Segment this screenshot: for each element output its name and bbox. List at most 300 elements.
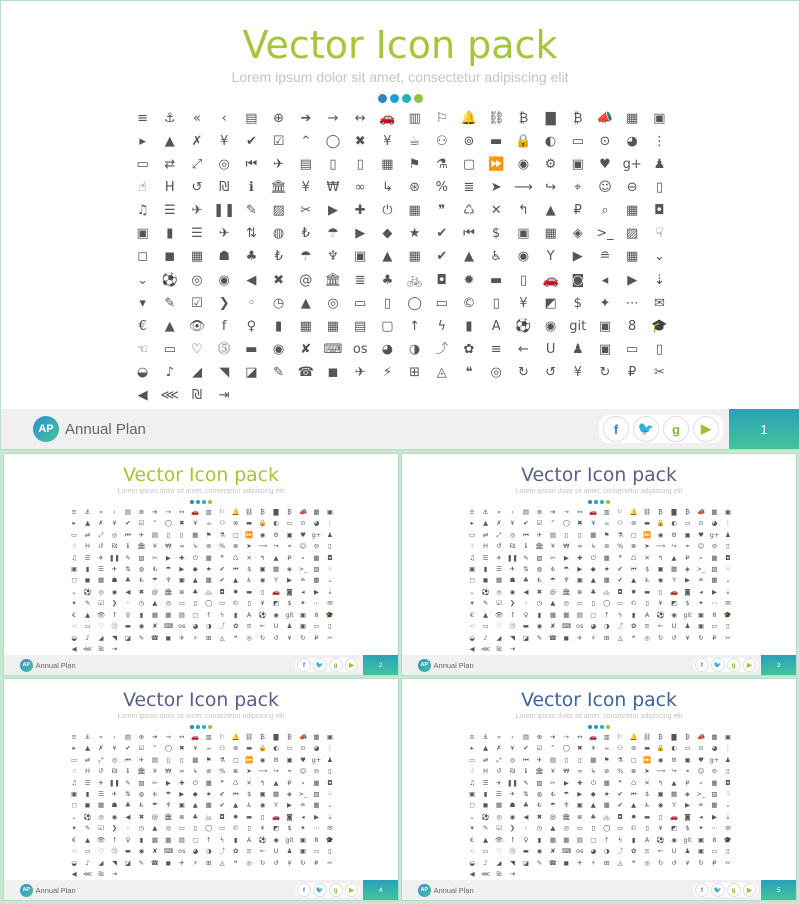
vector-icon — [70, 836, 78, 844]
icon-glyph: ⌄ — [71, 587, 77, 596]
icon-glyph: ⌄ — [725, 576, 731, 585]
icon-glyph: ⚇ — [617, 744, 624, 753]
icon-glyph: os — [576, 847, 584, 856]
vector-icon — [205, 790, 213, 798]
icon-glyph: ⇥ — [111, 870, 118, 879]
facebook-icon[interactable]: f — [603, 416, 629, 442]
vector-icon — [272, 588, 280, 596]
vector-icon — [124, 802, 132, 810]
icon-glyph: Y — [672, 801, 676, 810]
icon-glyph: ⏮ — [232, 565, 239, 574]
icon-glyph: ❞ — [220, 778, 224, 787]
youtube-icon[interactable]: ▶ — [743, 883, 757, 897]
icon-glyph: ⓹ — [509, 847, 516, 856]
vector-icon — [549, 645, 557, 653]
icon-glyph: ⌖ — [685, 767, 690, 776]
vector-icon — [245, 520, 253, 528]
icon-glyph: ✈ — [98, 553, 104, 562]
icon-glyph: ⇄ — [84, 530, 91, 539]
vector-icon — [468, 542, 476, 550]
vector-icon — [299, 600, 307, 608]
google-plus-icon[interactable]: g — [663, 416, 689, 442]
icon-glyph: ¥ — [193, 519, 198, 528]
vector-icon — [232, 508, 240, 516]
vector-icon — [232, 733, 240, 741]
vector-icon — [616, 588, 624, 596]
icon-glyph: ☂ — [165, 565, 172, 574]
vector-icon — [710, 542, 718, 550]
vector-icon — [509, 520, 517, 528]
vector-icon — [657, 600, 665, 608]
twitter-icon[interactable]: 🐦 — [633, 416, 659, 442]
icon-glyph: ♣ — [523, 576, 529, 585]
icon-glyph: ♟ — [286, 847, 293, 856]
icon-glyph: git — [683, 835, 692, 844]
vector-icon — [259, 565, 267, 573]
vector-icon — [326, 508, 334, 516]
vector-icon — [468, 813, 476, 821]
vector-icon — [522, 634, 530, 642]
vector-icon — [684, 588, 692, 596]
vector-icon — [205, 767, 213, 775]
vector-icon — [259, 554, 267, 562]
vector-icon — [670, 859, 678, 867]
vector-icon — [522, 790, 530, 798]
vector-icon — [630, 813, 638, 821]
google-plus-icon[interactable]: g — [329, 883, 343, 897]
vector-icon — [84, 813, 92, 821]
dot-3 — [202, 500, 206, 504]
vector-icon — [589, 565, 597, 573]
twitter-icon[interactable]: 🐦 — [711, 883, 725, 897]
icon-glyph: ◒ — [469, 633, 475, 642]
vector-icon — [218, 554, 226, 562]
icon-glyph: ¥ — [287, 858, 292, 867]
vector-icon — [97, 825, 105, 833]
icon-glyph: ▲ — [273, 553, 279, 562]
vector-icon — [272, 790, 280, 798]
icon-glyph: ▦ — [272, 790, 280, 799]
vector-icon — [549, 622, 557, 630]
slide-thumbnail-2[interactable] — [3, 453, 399, 676]
slide-thumbnail-3[interactable] — [401, 453, 797, 676]
icon-glyph: ◼ — [327, 364, 339, 380]
icon-glyph: $ — [247, 565, 252, 574]
icon-glyph: ✚ — [179, 553, 185, 562]
icon-glyph: ¥ — [112, 519, 117, 528]
icon-glyph: ✗ — [98, 519, 104, 528]
icon-glyph: ⌨ — [323, 341, 343, 357]
icon-glyph: ◉ — [138, 622, 145, 631]
slide-thumbnail-1[interactable] — [0, 0, 800, 450]
icon-glyph: ❚❚ — [109, 553, 120, 562]
vector-icon — [164, 745, 172, 753]
icon-glyph: ≡ — [246, 847, 252, 856]
vector-icon — [298, 203, 314, 219]
vector-icon — [325, 387, 341, 403]
vector-icon — [191, 634, 199, 642]
google-plus-icon[interactable]: g — [727, 883, 741, 897]
icon-glyph: ▯ — [247, 824, 251, 833]
icon-glyph: ◩ — [272, 824, 280, 833]
icon-glyph: ◑ — [603, 847, 610, 856]
icon-glyph: ◂ — [601, 272, 609, 288]
icon-glyph: @ — [151, 812, 159, 821]
vector-icon — [630, 825, 638, 833]
vector-icon — [312, 611, 320, 619]
icon-glyph: ◷ — [138, 824, 145, 833]
icon-glyph: ♀ — [523, 610, 529, 619]
vector-icon — [616, 600, 624, 608]
icon-glyph: ⏻ — [192, 778, 198, 787]
vector-icon — [670, 813, 678, 821]
icon-glyph: ⇄ — [482, 755, 489, 764]
icon-glyph: ♺ — [232, 778, 239, 787]
icon-glyph: >_ — [696, 565, 706, 574]
vector-icon — [245, 733, 253, 741]
icon-glyph: ✘ — [550, 622, 556, 631]
vector-icon — [379, 272, 395, 288]
icon-glyph: ♺ — [630, 553, 637, 562]
vector-icon — [178, 508, 186, 516]
vector-icon — [684, 802, 692, 810]
google-plus-icon[interactable]: g — [329, 658, 343, 672]
icon-glyph: ⓹ — [217, 341, 231, 357]
vector-icon — [482, 870, 490, 878]
icon-glyph: ▯ — [726, 767, 730, 776]
facebook-icon[interactable]: f — [695, 883, 709, 897]
vector-icon — [576, 531, 584, 539]
vector-icon — [70, 756, 78, 764]
vector-icon — [482, 767, 490, 775]
vector-icon — [616, 813, 624, 821]
icon-glyph: ◯ — [603, 599, 611, 608]
icon-glyph: ⚓ — [482, 507, 489, 516]
icon-glyph: ◑ — [205, 622, 212, 631]
vector-icon — [697, 554, 705, 562]
vector-icon — [651, 226, 667, 242]
vector-icon — [259, 600, 267, 608]
icon-glyph: ▭ — [469, 755, 476, 764]
icon-glyph: ◈ — [287, 790, 292, 799]
vector-icon — [549, 554, 557, 562]
vector-icon — [657, 802, 665, 810]
slide-thumbnail-5[interactable] — [401, 678, 797, 901]
icon-glyph: ◉ — [509, 587, 516, 596]
google-plus-icon[interactable]: g — [727, 658, 741, 672]
vector-icon — [325, 318, 341, 334]
vector-icon — [468, 745, 476, 753]
vector-icon — [111, 756, 119, 764]
icon-glyph: H — [85, 542, 90, 551]
vector-icon — [325, 111, 341, 127]
vector-icon — [616, 756, 624, 764]
facebook-icon[interactable]: f — [297, 883, 311, 897]
vector-icon — [243, 226, 259, 242]
icon-glyph: ▲ — [152, 599, 158, 608]
vector-icon — [312, 836, 320, 844]
vector-icon — [434, 203, 450, 219]
twitter-icon[interactable]: 🐦 — [313, 883, 327, 897]
icon-glyph: ₽ — [712, 858, 717, 867]
icon-glyph: ▇ — [671, 732, 677, 741]
icon-glyph: $ — [287, 599, 292, 608]
icon-glyph: ▣ — [576, 576, 583, 585]
vector-icon — [70, 813, 78, 821]
vector-icon — [298, 249, 314, 265]
vector-icon — [70, 508, 78, 516]
icon-glyph: ▯ — [180, 530, 184, 539]
icon-glyph: ⌄ — [71, 812, 77, 821]
icon-glyph: ◉ — [273, 835, 279, 844]
icon-glyph: ⊚ — [232, 519, 239, 528]
vector-icon — [670, 508, 678, 516]
icon-glyph: ← — [657, 847, 664, 856]
vector-icon — [603, 588, 611, 596]
vector-icon — [589, 554, 597, 562]
vector-icon — [468, 611, 476, 619]
icon-glyph: ▮ — [139, 610, 144, 619]
icon-glyph: ▲ — [483, 744, 489, 753]
vector-icon — [576, 767, 584, 775]
vector-icon — [298, 364, 314, 380]
icon-glyph: ▬ — [245, 341, 258, 357]
icon-glyph: ⏻ — [590, 553, 596, 562]
icon-glyph: ✂ — [327, 633, 333, 642]
vector-icon — [643, 554, 651, 562]
twitter-icon[interactable]: 🐦 — [711, 658, 725, 672]
vector-icon — [151, 577, 159, 585]
vector-icon — [178, 802, 186, 810]
icon-glyph: ↰ — [657, 778, 664, 787]
icon-glyph: ✈ — [509, 565, 516, 574]
vector-icon — [549, 813, 557, 821]
icon-glyph: ▲ — [631, 801, 637, 810]
icon-glyph: ⋮ — [652, 134, 666, 150]
icon-glyph: ⊛ — [604, 542, 610, 551]
icon-glyph: ▦ — [326, 318, 340, 334]
vector-icon — [326, 622, 334, 630]
icon-glyph: 🚗 — [191, 732, 200, 741]
vector-icon — [724, 542, 732, 550]
icon-glyph: ◷ — [536, 599, 543, 608]
vector-icon — [651, 157, 667, 173]
icon-glyph: ≘ — [698, 801, 704, 810]
vector-icon — [468, 645, 476, 653]
vector-icon — [651, 180, 667, 196]
icon-glyph: H — [164, 180, 175, 196]
vector-icon — [124, 847, 132, 855]
vector-icon — [216, 249, 232, 265]
icon-glyph: ¥ — [260, 824, 265, 833]
icon-glyph: ▣ — [71, 565, 78, 574]
icon-glyph: ‹ — [113, 732, 116, 741]
icon-glyph: 👁 — [494, 610, 504, 619]
youtube-icon[interactable]: ▶ — [345, 883, 359, 897]
vector-icon — [603, 802, 611, 810]
icon-glyph: ¥ — [519, 295, 528, 311]
vector-icon — [243, 134, 259, 150]
icon-glyph: ⌄ — [725, 801, 731, 810]
twitter-icon[interactable]: 🐦 — [313, 658, 327, 672]
vector-icon — [461, 364, 477, 380]
vector-icon — [515, 180, 531, 196]
vector-icon — [630, 600, 638, 608]
icon-glyph: ⤢ — [496, 530, 502, 539]
vector-icon — [218, 622, 226, 630]
icon-glyph: ☰ — [482, 553, 489, 562]
youtube-icon[interactable]: ▶ — [693, 416, 719, 442]
icon-glyph: ✖ — [179, 744, 185, 753]
vector-icon — [651, 318, 667, 334]
icon-glyph: ☑ — [536, 744, 543, 753]
vector-icon — [124, 645, 132, 653]
icon-glyph: ¥ — [510, 744, 515, 753]
icon-glyph: ⚐ — [219, 732, 226, 741]
icon-glyph: ✈ — [273, 157, 285, 173]
vector-icon — [407, 111, 423, 127]
icon-glyph: ▣ — [178, 801, 185, 810]
icon-glyph: >_ — [696, 790, 706, 799]
icon-glyph: g+ — [622, 157, 642, 173]
icon-glyph: 🚗 — [589, 507, 598, 516]
vector-icon — [468, 836, 476, 844]
vector-icon — [137, 836, 145, 844]
facebook-icon[interactable]: f — [297, 658, 311, 672]
icon-glyph: ₿ — [260, 732, 265, 741]
icon-glyph: ▬ — [490, 134, 503, 150]
vector-icon — [509, 588, 517, 596]
vector-icon — [124, 542, 132, 550]
vector-icon — [522, 577, 530, 585]
icon-glyph: ≣ — [179, 587, 185, 596]
vector-icon — [724, 767, 732, 775]
icon-glyph: $ — [287, 824, 292, 833]
vector-icon — [124, 588, 132, 596]
icon-glyph: ▦ — [151, 610, 158, 619]
icon-glyph: ⌕ — [699, 778, 703, 787]
icon-glyph: ✈ — [536, 530, 543, 539]
vector-icon — [670, 634, 678, 642]
icon-glyph: ♟ — [653, 157, 666, 173]
icon-glyph: ▣ — [697, 622, 704, 631]
icon-glyph: ⌄ — [469, 587, 475, 596]
vector-icon — [379, 203, 395, 219]
vector-icon — [509, 531, 517, 539]
icon-glyph: A — [246, 835, 252, 844]
vector-icon — [84, 825, 92, 833]
vector-icon — [232, 813, 240, 821]
icon-glyph: ♟ — [327, 755, 333, 764]
vector-icon — [543, 226, 559, 242]
youtube-icon[interactable]: ▶ — [743, 658, 757, 672]
icon-glyph: € — [470, 835, 475, 844]
vector-icon — [84, 802, 92, 810]
vector-icon — [259, 802, 267, 810]
icon-glyph: ▲ — [85, 744, 91, 753]
icon-glyph: U — [671, 847, 677, 856]
icon-glyph: ▣ — [326, 732, 333, 741]
vector-icon — [589, 767, 597, 775]
icon-glyph: ≡ — [71, 732, 77, 741]
vector-icon — [509, 554, 517, 562]
icon-glyph: ☕ — [408, 134, 421, 150]
icon-glyph: ◬ — [436, 364, 447, 380]
vector-icon — [151, 847, 159, 855]
vector-icon — [624, 272, 640, 288]
icon-glyph: ▣ — [697, 610, 704, 619]
vector-icon — [298, 341, 314, 357]
vector-icon — [535, 554, 543, 562]
icon-glyph: 🔔 — [629, 507, 638, 516]
vector-icon — [189, 111, 205, 127]
vector-icon — [97, 600, 105, 608]
icon-glyph: ▬ — [246, 812, 253, 821]
icon-glyph: H — [85, 767, 90, 776]
icon-glyph: ☑ — [191, 295, 203, 311]
icon-glyph: ⌃ — [152, 744, 158, 753]
icon-glyph: ▭ — [482, 847, 489, 856]
icon-glyph: ⚽ — [258, 610, 267, 619]
icon-glyph: ✔ — [617, 565, 623, 574]
vector-icon — [325, 157, 341, 173]
vector-icon — [549, 779, 557, 787]
icon-glyph: ↰ — [259, 778, 266, 787]
vector-icon — [326, 847, 334, 855]
slide-thumbnail-4[interactable] — [3, 678, 399, 901]
vector-icon — [657, 542, 665, 550]
vector-icon — [643, 790, 651, 798]
icon-glyph: ⌄ — [469, 812, 475, 821]
vector-icon — [286, 790, 294, 798]
icon-glyph: ▢ — [232, 755, 239, 764]
icon-glyph: ☰ — [482, 778, 489, 787]
vector-icon — [562, 577, 570, 585]
icon-glyph: ▢ — [192, 610, 199, 619]
icon-glyph: ▾ — [72, 824, 76, 833]
icon-glyph: ▶ — [355, 226, 366, 242]
dot-3 — [600, 500, 604, 504]
facebook-icon[interactable]: f — [695, 658, 709, 672]
icon-glyph: ☰ — [84, 553, 91, 562]
icon-glyph: 🚗 — [589, 732, 598, 741]
icon-glyph: ♀ — [125, 835, 131, 844]
vector-icon — [84, 767, 92, 775]
vector-icon — [643, 542, 651, 550]
vector-icon — [97, 622, 105, 630]
icon-glyph: ≡ — [137, 111, 149, 127]
vector-icon — [191, 756, 199, 764]
icon-glyph: « — [99, 732, 103, 741]
icon-glyph: f — [221, 318, 227, 334]
vector-icon — [597, 134, 613, 150]
icon-glyph: ⇅ — [523, 790, 529, 799]
vector-icon — [670, 520, 678, 528]
youtube-icon[interactable]: ▶ — [345, 658, 359, 672]
vector-icon — [111, 565, 119, 573]
icon-glyph: ◦ — [126, 824, 130, 833]
icon-glyph: ⊖ — [313, 542, 320, 551]
social-icons — [295, 658, 360, 672]
vector-icon — [298, 134, 314, 150]
icon-glyph: ☗ — [509, 801, 516, 810]
icon-glyph: ▬ — [644, 812, 651, 821]
vector-icon — [597, 272, 613, 288]
icon-glyph: ◀ — [71, 870, 77, 879]
vector-icon — [70, 542, 78, 550]
vector-icon — [70, 825, 78, 833]
vector-icon — [549, 531, 557, 539]
